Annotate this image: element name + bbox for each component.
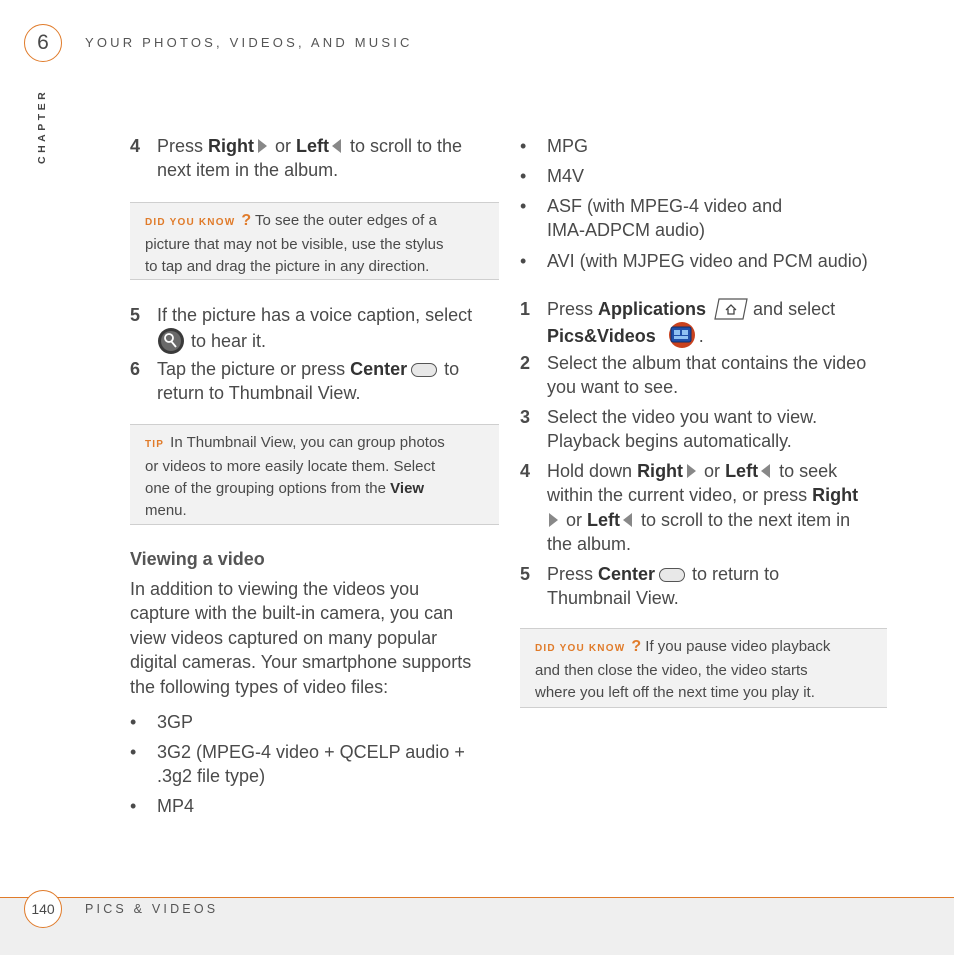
pics-videos-icon <box>665 321 699 349</box>
right-arrow-icon <box>549 513 558 527</box>
center-button-icon <box>659 568 685 582</box>
left-arrow-icon <box>761 464 770 478</box>
center-button-icon <box>411 363 437 377</box>
note-tag: TIP <box>145 439 165 450</box>
page-number: 140 <box>24 890 62 928</box>
did-you-know-note: DID YOU KNOW ? To see the outer edges of a picture that may not be visible, use the stylus to tap and drag the picture in any direction. <box>130 202 499 280</box>
right-arrow-icon <box>258 139 267 153</box>
chapter-side-label: CHAPTER <box>36 88 48 164</box>
chapter-number-badge: 6 <box>24 24 62 62</box>
step-number: 4 <box>130 136 141 156</box>
applications-button-icon <box>713 297 749 321</box>
chapter-title: YOUR PHOTOS, VIDEOS, AND MUSIC <box>85 35 413 50</box>
voice-caption-icon[interactable] <box>157 327 185 355</box>
section-heading: Viewing a video <box>130 549 265 569</box>
left-arrow-icon <box>623 513 632 527</box>
left-arrow-icon <box>332 139 341 153</box>
did-you-know-note: DID YOU KNOW ? If you pause video playback and then close the video, the video starts where you left off the next time you play it. <box>520 628 887 708</box>
tip-note: TIP In Thumbnail View, you can group photos or videos to more easily locate them. Select one of the grouping options from the View menu. <box>130 424 499 525</box>
note-tag: DID YOU KNOW <box>145 217 236 228</box>
intro-paragraph: In addition to viewing the videos you capture with the built-in camera, you can view videos captured on many popular digital cameras. Your smartphone supports the following types of video files: <box>130 579 472 697</box>
right-arrow-icon <box>687 464 696 478</box>
note-tag: DID YOU KNOW <box>535 643 626 654</box>
footer-section-title: PICS & VIDEOS <box>85 902 219 916</box>
